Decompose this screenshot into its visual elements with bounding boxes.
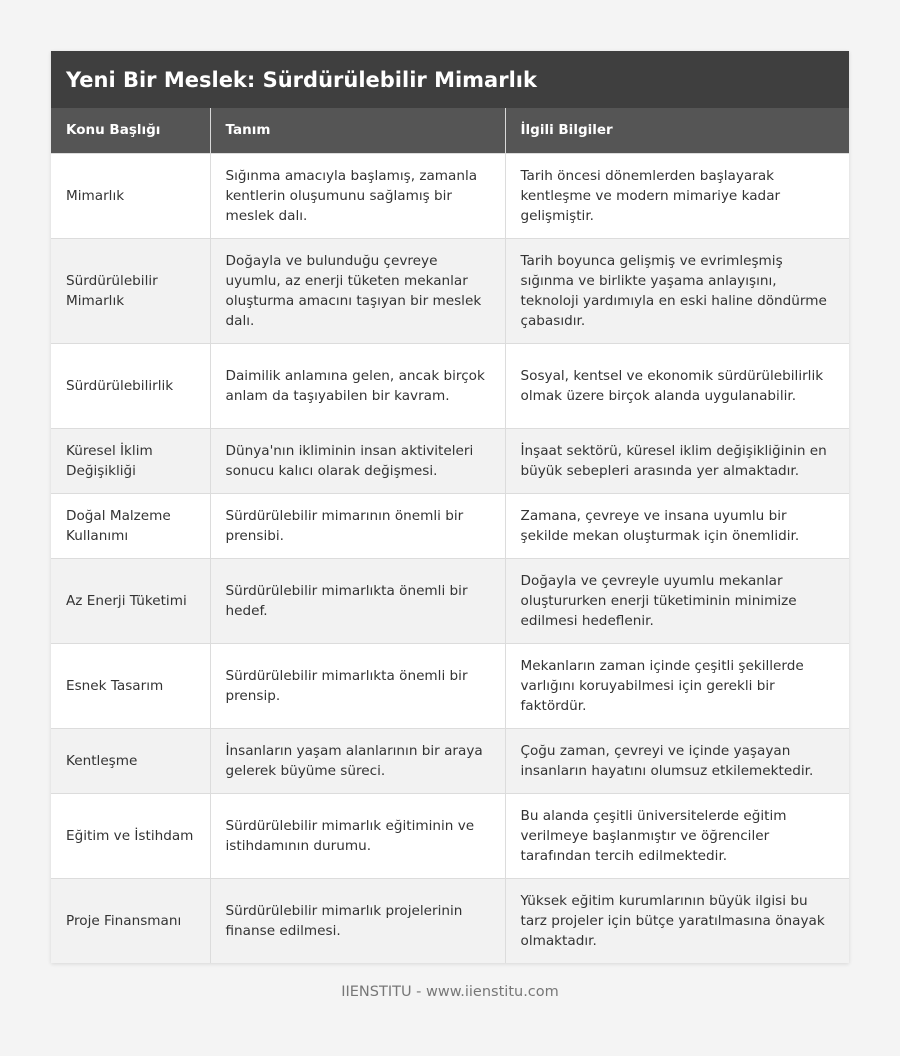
table-row [51, 153, 849, 238]
cell-info: Sosyal, kentsel ve ekonomik sürdürülebilirlik olmak üzere birçok alanda uygulanabilir. [505, 343, 849, 428]
cell-topic: Küresel İklim Değişikliği [51, 428, 210, 493]
table-row [51, 493, 849, 558]
cell-definition: Sürdürülebilir mimarlık projelerinin finanse edilmesi. [210, 878, 505, 963]
data-table [51, 108, 849, 963]
cell-info: Çoğu zaman, çevreyi ve içinde yaşayan insanların hayatını olumsuz etkilemektedir. [505, 728, 849, 793]
cell-topic: Mimarlık [51, 153, 210, 238]
cell-topic: Proje Finansmanı [51, 878, 210, 963]
footer-credit: IIENSTITU - www.iienstitu.com [341, 984, 559, 1000]
table-row [51, 238, 849, 343]
table-card [51, 51, 849, 963]
cell-info: Yüksek eğitim kurumlarının büyük ilgisi bu tarz projeler için bütçe yaratılmasına önayak olmaktadır. [505, 878, 849, 963]
cell-definition: İnsanların yaşam alanlarının bir araya gelerek büyüme süreci. [210, 728, 505, 793]
cell-topic: Doğal Malzeme Kullanımı [51, 493, 210, 558]
cell-definition: Sığınma amacıyla başlamış, zamanla kentlerin oluşumunu sağlamış bir meslek dalı. [210, 153, 505, 238]
header-row [51, 108, 849, 153]
cell-info: Tarih boyunca gelişmiş ve evrimleşmiş sığınma ve birlikte yaşama anlayışını, teknoloji yardımıyla en eski haline döndürme çabasıdır. [505, 238, 849, 343]
table-row [51, 643, 849, 728]
cell-definition: Sürdürülebilir mimarlıkta önemli bir prensip. [210, 643, 505, 728]
cell-info: Doğayla ve çevreyle uyumlu mekanlar oluştururken enerji tüketiminin minimize edilmesi hedeflenir. [505, 558, 849, 643]
cell-definition: Dünya'nın ikliminin insan aktiviteleri sonucu kalıcı olarak değişmesi. [210, 428, 505, 493]
cell-topic: Sürdürülebilir Mimarlık [51, 238, 210, 343]
cell-topic: Esnek Tasarım [51, 643, 210, 728]
cell-info: Zamana, çevreye ve insana uyumlu bir şekilde mekan oluşturmak için önemlidir. [505, 493, 849, 558]
column-header-topic: Konu Başlığı [51, 108, 210, 153]
table-row [51, 793, 849, 878]
table-row [51, 558, 849, 643]
cell-definition: Sürdürülebilir mimarının önemli bir prensibi. [210, 493, 505, 558]
cell-topic: Sürdürülebilirlik [51, 343, 210, 428]
table-row [51, 343, 849, 428]
cell-info: Tarih öncesi dönemlerden başlayarak kentleşme ve modern mimariye kadar gelişmiştir. [505, 153, 849, 238]
cell-info: İnşaat sektörü, küresel iklim değişikliğinin en büyük sebepleri arasında yer almaktadır. [505, 428, 849, 493]
column-header-definition: Tanım [210, 108, 505, 153]
table-row [51, 428, 849, 493]
cell-definition: Sürdürülebilir mimarlıkta önemli bir hedef. [210, 558, 505, 643]
cell-definition: Daimilik anlamına gelen, ancak birçok anlam da taşıyabilen bir kavram. [210, 343, 505, 428]
table-row [51, 728, 849, 793]
page-title: Yeni Bir Meslek: Sürdürülebilir Mimarlık [51, 51, 849, 108]
table-row [51, 878, 849, 963]
cell-definition: Doğayla ve bulunduğu çevreye uyumlu, az enerji tüketen mekanlar oluşturma amacını taşıyan bir meslek dalı. [210, 238, 505, 343]
cell-topic: Kentleşme [51, 728, 210, 793]
cell-definition: Sürdürülebilir mimarlık eğitiminin ve istihdamının durumu. [210, 793, 505, 878]
cell-info: Bu alanda çeşitli üniversitelerde eğitim verilmeye başlanmıştır ve öğrenciler tarafından tercih edilmektedir. [505, 793, 849, 878]
column-header-info: İlgili Bilgiler [505, 108, 849, 153]
cell-info: Mekanların zaman içinde çeşitli şekillerde varlığını koruyabilmesi için gerekli bir faktördür. [505, 643, 849, 728]
cell-topic: Eğitim ve İstihdam [51, 793, 210, 878]
cell-topic: Az Enerji Tüketimi [51, 558, 210, 643]
